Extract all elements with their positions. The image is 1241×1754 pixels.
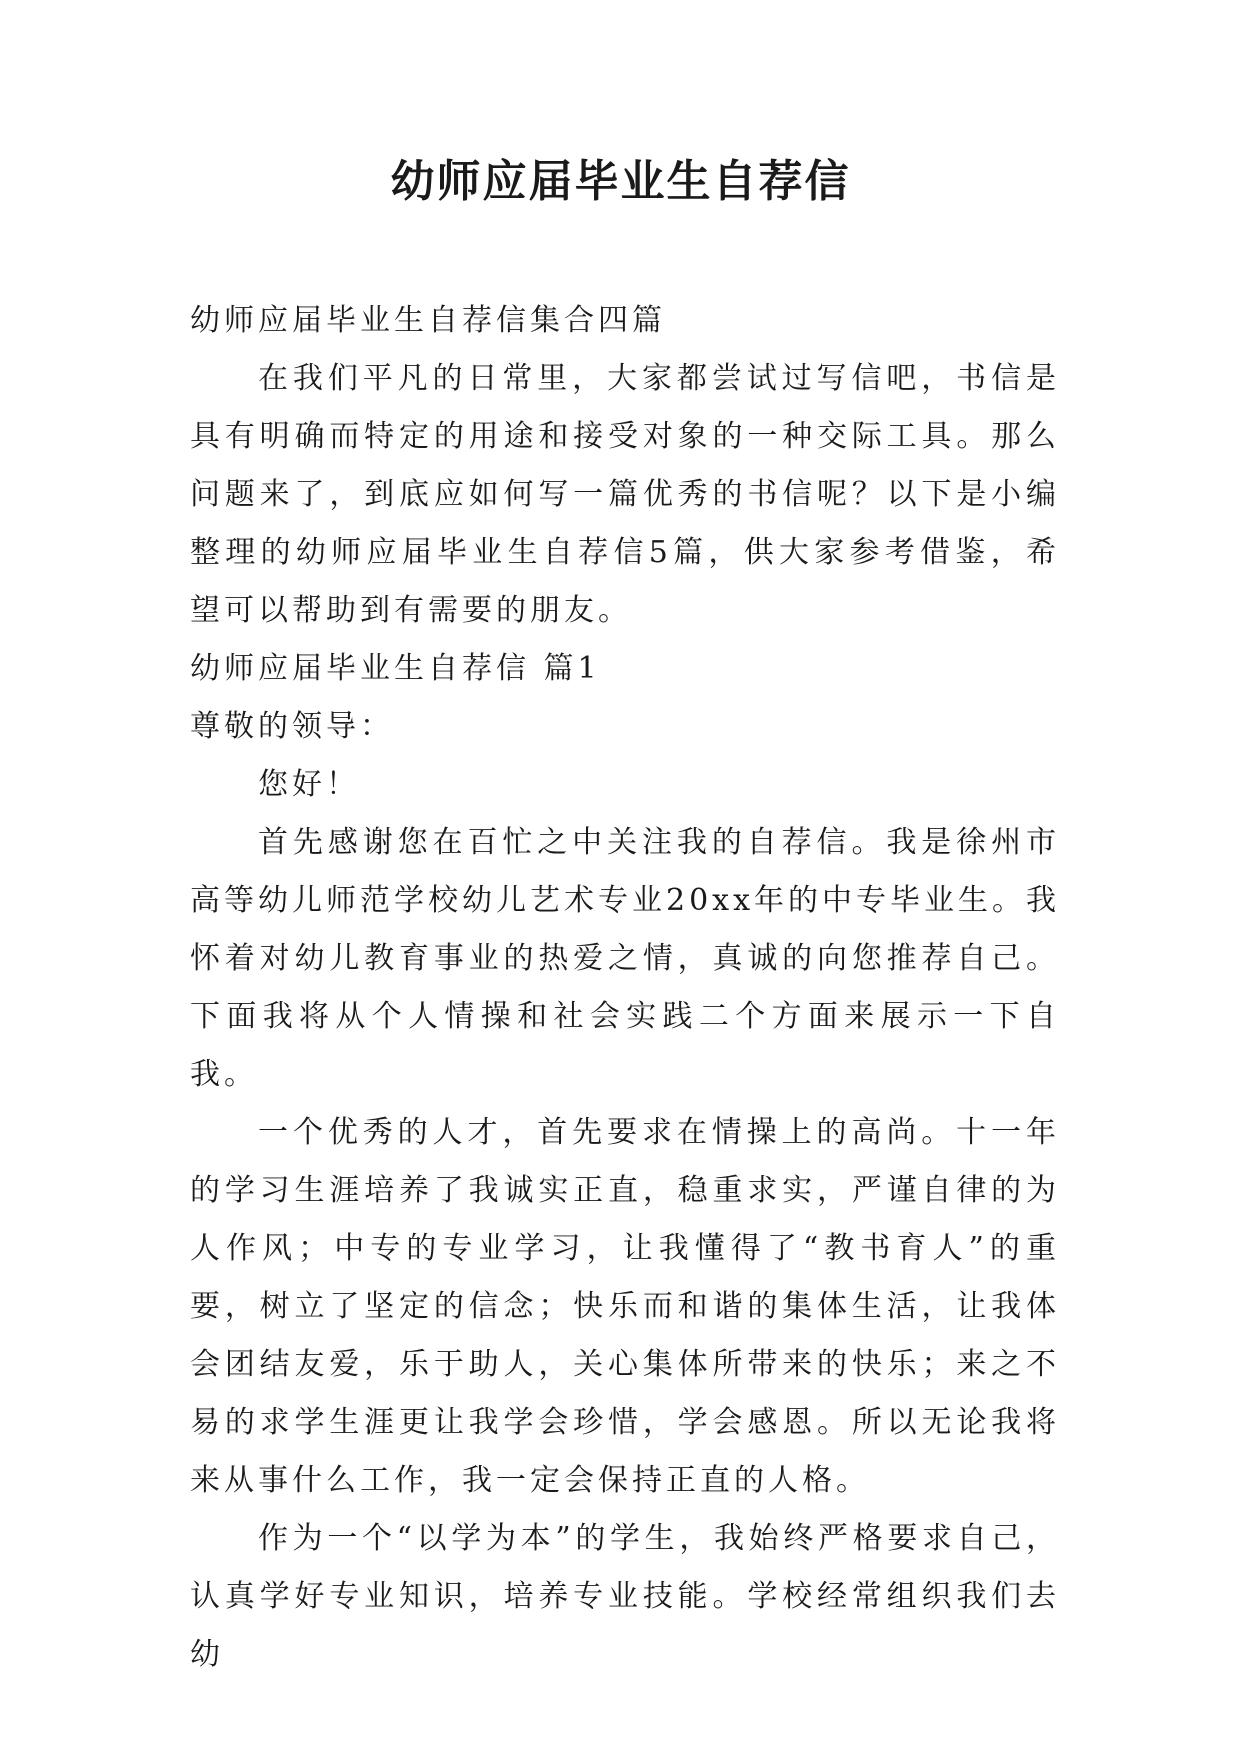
salutation: 尊敬的领导： — [190, 709, 394, 744]
document-body — [190, 292, 1060, 1684]
body-paragraph: 首先感谢您在百忙之中关注我的自荐信。我是徐州市高等幼儿师范学校幼儿艺术专业20xx年的中专毕业生。我怀着对幼儿教育事业的热爱之情，真诚的向您推荐自己。下面我将从个人情操和社会实践二个方面来展示一下自我。 — [190, 825, 1061, 1092]
body-paragraph: 作为一个“以学为本”的学生，我始终严格要求自己，认真学好专业知识，培养专业技能。学校经常组织我们去幼 — [190, 1521, 1060, 1672]
greeting: 您好！ — [258, 767, 360, 802]
body-paragraph: 一个优秀的人才，首先要求在情操上的高尚。十一年的学习生涯培养了我诚实正直，稳重求实，严谨自律的为人作风；中专的专业学习，让我懂得了“教书育人”的重要，树立了坚定的信念；快乐而和谐的集体生活，让我体会团结友爱，乐于助人，关心集体所带来的快乐；来之不易的求学生涯更让我学会珍惜，学会感恩。所以无论我将来从事什么工作，我一定会保持正直的人格。 — [190, 1115, 1060, 1498]
subtitle-line: 幼师应届毕业生自荐信集合四篇 — [190, 303, 666, 338]
document-title: 幼师应届毕业生自荐信 — [390, 156, 851, 207]
intro-paragraph: 在我们平凡的日常里，大家都尝试过写信吧，书信是具有明确而特定的用途和接受对象的一种交际工具。那么问题来了，到底应如何写一篇优秀的书信呢？以下是小编整理的幼师应届毕业生自荐信5篇，供大家参考借鉴，希望可以帮助到有需要的朋友。 — [190, 361, 1060, 628]
section-heading: 幼师应届毕业生自荐信 篇1 — [190, 651, 601, 686]
